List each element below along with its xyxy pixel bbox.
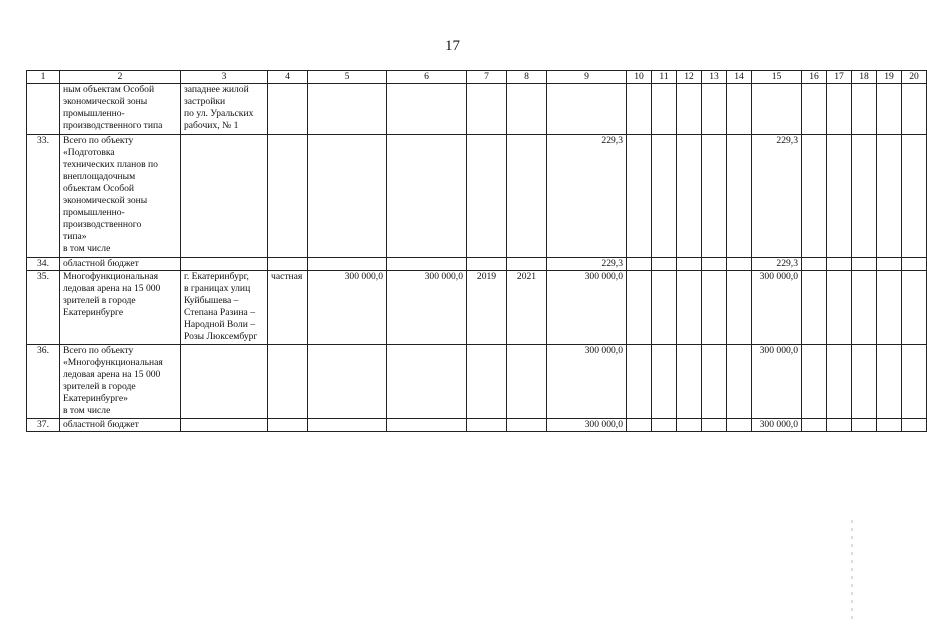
table-cell [677,271,702,345]
table-cell [852,345,877,419]
table-row [27,419,927,432]
table-cell [852,84,877,135]
table-cell [507,419,547,432]
table-cell: западнее жилой застройки по ул. Уральских рабочих, № 1 [181,84,268,135]
table-cell [727,345,752,419]
table-cell: 300 000,0 [308,271,387,345]
table-cell: областной бюджет [60,419,181,432]
table-cell: 300 000,0 [387,271,467,345]
table-cell [387,84,467,135]
table-cell: 34. [27,258,60,271]
table-cell [467,419,507,432]
table-cell [507,135,547,258]
table-row [27,258,927,271]
header-row [27,71,927,84]
table-cell [308,84,387,135]
scan-artifact [851,520,853,620]
table-cell [652,258,677,271]
table-cell [387,419,467,432]
table-cell [387,345,467,419]
table-cell [802,419,827,432]
table-cell [677,84,702,135]
table-cell [308,345,387,419]
column-header-6: 6 [387,71,467,84]
table-cell [827,419,852,432]
table-cell [702,271,727,345]
table-cell [507,345,547,419]
table-cell [507,258,547,271]
table-cell: 37. [27,419,60,432]
table-cell [877,271,902,345]
table-cell [652,419,677,432]
table-cell [802,345,827,419]
table-cell [702,84,727,135]
column-header-18: 18 [852,71,877,84]
table-cell [852,419,877,432]
table-cell [387,258,467,271]
table-cell [827,345,852,419]
table-cell [902,258,927,271]
table-cell [877,258,902,271]
table-row [27,135,927,258]
table-cell: Всего по объекту «Подготовка технических планов по внеплощадочным объектам Особой экономической зоны промышленно- производственного типа» в том числе [60,135,181,258]
table-cell [877,419,902,432]
table-cell: 36. [27,345,60,419]
column-header-10: 10 [627,71,652,84]
table-cell [308,419,387,432]
table-cell [827,135,852,258]
table-cell [702,419,727,432]
column-header-16: 16 [802,71,827,84]
column-header-1: 1 [27,71,60,84]
table-cell: ным объектам Особой экономической зоны промышленно- производственного типа [60,84,181,135]
table-cell [181,345,268,419]
table-cell [308,135,387,258]
data-table [26,70,927,432]
table-cell [467,84,507,135]
column-header-4: 4 [268,71,308,84]
table-cell [852,271,877,345]
table-row [27,84,927,135]
column-header-5: 5 [308,71,387,84]
table-cell: 2019 [467,271,507,345]
table-cell [627,135,652,258]
table-cell [652,345,677,419]
table-cell [268,345,308,419]
column-header-14: 14 [727,71,752,84]
table-cell [877,84,902,135]
table-cell [677,135,702,258]
table-cell [627,258,652,271]
table-cell [467,345,507,419]
table-cell [268,419,308,432]
table-cell: 300 000,0 [752,419,802,432]
table-cell [727,84,752,135]
table-cell [902,345,927,419]
table-cell: Всего по объекту «Многофункциональная ледовая арена на 15 000 зрителей в городе Екатеринбурге» в том числе [60,345,181,419]
table-cell [181,135,268,258]
column-header-13: 13 [702,71,727,84]
table-cell: областной бюджет [60,258,181,271]
table-cell: 229,3 [547,258,627,271]
table-cell [727,271,752,345]
table-cell [268,135,308,258]
table-cell: 35. [27,271,60,345]
table-cell [702,135,727,258]
table-cell [802,135,827,258]
table-cell: 300 000,0 [547,345,627,419]
table-cell [877,345,902,419]
table-cell [27,84,60,135]
table-cell [802,258,827,271]
table-cell [627,271,652,345]
table-cell: г. Екатеринбург, в границах улиц Куйбышева – Степана Разина – Народной Воли – Розы Люксембург [181,271,268,345]
table-cell [802,271,827,345]
table-cell [902,84,927,135]
table-cell [677,419,702,432]
table-cell [387,135,467,258]
table-cell [727,419,752,432]
column-header-17: 17 [827,71,852,84]
table-cell [181,258,268,271]
table-cell [702,258,727,271]
table-cell: 229,3 [752,135,802,258]
table-cell [547,84,627,135]
table-cell: 229,3 [547,135,627,258]
column-header-15: 15 [752,71,802,84]
table-cell [902,135,927,258]
table-cell: 33. [27,135,60,258]
table-cell [827,271,852,345]
table-cell [627,84,652,135]
table-cell: 2021 [507,271,547,345]
table-cell [852,135,877,258]
table-cell [627,419,652,432]
table-cell [677,345,702,419]
table-cell [652,84,677,135]
table-cell [268,258,308,271]
table-cell: Многофункциональная ледовая арена на 15 000 зрителей в городе Екатеринбурге [60,271,181,345]
table-cell [902,419,927,432]
table-cell: 229,3 [752,258,802,271]
column-header-7: 7 [467,71,507,84]
table-cell [752,84,802,135]
table-cell: 300 000,0 [547,419,627,432]
table-cell [677,258,702,271]
page-number: 17 [445,38,460,54]
table-cell [467,258,507,271]
column-header-19: 19 [877,71,902,84]
table-cell [627,345,652,419]
table-cell [652,135,677,258]
column-header-9: 9 [547,71,627,84]
table-cell [727,135,752,258]
column-header-2: 2 [60,71,181,84]
column-header-11: 11 [652,71,677,84]
table-cell [727,258,752,271]
table-cell [902,271,927,345]
table-cell: 300 000,0 [547,271,627,345]
table-cell [802,84,827,135]
table-row [27,271,927,345]
table-cell [702,345,727,419]
table-cell [308,258,387,271]
table-cell [827,84,852,135]
table-cell: 300 000,0 [752,345,802,419]
column-header-12: 12 [677,71,702,84]
table-cell [181,419,268,432]
table-cell: частная [268,271,308,345]
table-cell: 300 000,0 [752,271,802,345]
table-cell [467,135,507,258]
column-header-3: 3 [181,71,268,84]
table-cell [652,271,677,345]
column-header-8: 8 [507,71,547,84]
table-row [27,345,927,419]
table-cell [507,84,547,135]
table-cell [827,258,852,271]
table-cell [852,258,877,271]
table-cell [268,84,308,135]
table-cell [877,135,902,258]
column-header-20: 20 [902,71,927,84]
